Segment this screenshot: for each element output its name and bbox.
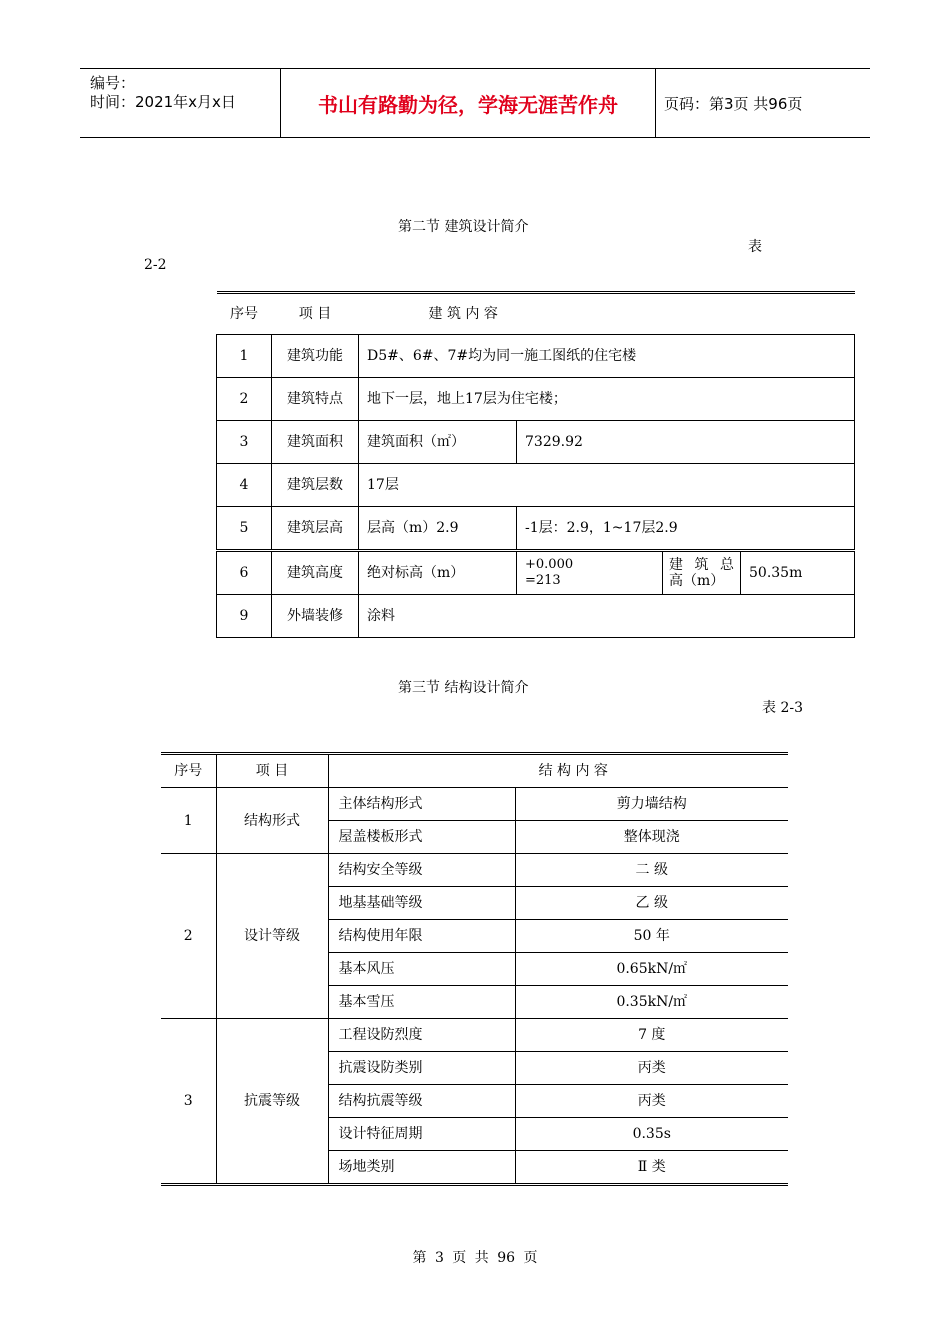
row-value: 丙类 — [515, 1085, 788, 1118]
section2-table-label-b: 2-2 — [144, 257, 167, 273]
header-no: 序号 — [161, 754, 216, 788]
row-value-total-height-label: 建 筑 总 高（m） — [663, 551, 741, 595]
elevation-line-1: +0.000 — [525, 557, 574, 572]
row-item: 建筑层数 — [272, 464, 359, 507]
architecture-design-table — [216, 291, 855, 638]
header-motto: 书山有路勤为径，学海无涯苦作舟 — [280, 69, 656, 137]
row-value: D5#、6#、7#均为同一施工图纸的住宅楼 — [359, 335, 855, 378]
row-value: 50.35m — [741, 551, 855, 595]
row-value: 丙类 — [515, 1052, 788, 1085]
group-no: 2 — [161, 854, 216, 1019]
row-value: 50 年 — [515, 920, 788, 953]
row-item: 建筑面积 — [272, 421, 359, 464]
row-value: 建筑面积（㎡） — [359, 421, 517, 464]
row-key: 基本风压 — [328, 953, 515, 986]
header-content: 结 构 内 容 — [328, 754, 788, 788]
row-value: 7 度 — [515, 1019, 788, 1052]
elevation-line-2: =213 — [525, 573, 561, 588]
row-value: 整体现浇 — [515, 821, 788, 854]
row-value: 7329.92 — [517, 421, 855, 464]
table-row — [217, 551, 855, 595]
header-page-label: 页码：第3页 共96页 — [664, 94, 803, 113]
row-value-elevation — [517, 551, 663, 595]
row-value: 剪力墙结构 — [515, 788, 788, 821]
group-item: 抗震等级 — [216, 1019, 328, 1185]
row-value: Ⅱ 类 — [515, 1151, 788, 1185]
row-item: 建筑功能 — [272, 335, 359, 378]
table-row — [217, 464, 855, 507]
document-number-label: 编号： — [90, 74, 136, 92]
section3-table-label: 表 2-3 — [762, 700, 803, 716]
row-no: 9 — [217, 595, 272, 638]
row-key: 结构使用年限 — [328, 920, 515, 953]
row-key: 场地类别 — [328, 1151, 515, 1185]
table-row — [161, 788, 788, 821]
row-value: 0.35s — [515, 1118, 788, 1151]
table-header-row — [161, 754, 788, 788]
table-header-row — [217, 293, 855, 335]
row-item: 建筑特点 — [272, 378, 359, 421]
header-item: 项 目 — [272, 293, 359, 335]
row-item: 建筑层高 — [272, 507, 359, 551]
row-no: 4 — [217, 464, 272, 507]
row-key: 设计特征周期 — [328, 1118, 515, 1151]
table-row — [217, 421, 855, 464]
row-value: 涂料 — [359, 595, 855, 638]
header-content: 建 筑 内 容 — [359, 293, 855, 335]
table-row — [217, 507, 855, 551]
row-key: 屋盖楼板形式 — [328, 821, 515, 854]
table-row — [217, 378, 855, 421]
row-no: 3 — [217, 421, 272, 464]
row-key: 主体结构形式 — [328, 788, 515, 821]
row-no: 5 — [217, 507, 272, 551]
page-footer: 第 3 页 共 96 页 — [412, 1250, 538, 1266]
row-key: 工程设防烈度 — [328, 1019, 515, 1052]
header-no: 序号 — [217, 293, 272, 335]
group-no: 1 — [161, 788, 216, 854]
row-key: 地基基础等级 — [328, 887, 515, 920]
header-info-cell — [80, 69, 280, 137]
table-row — [161, 1019, 788, 1052]
section2-table-label-a: 表 — [748, 239, 762, 255]
row-value: 17层 — [359, 464, 855, 507]
document-time-label: 时间：2021年x月x日 — [90, 93, 236, 111]
row-value: 层高（m）2.9 — [359, 507, 517, 551]
row-item: 外墙装修 — [272, 595, 359, 638]
group-item: 设计等级 — [216, 854, 328, 1019]
row-no: 6 — [217, 551, 272, 595]
row-key: 抗震设防类别 — [328, 1052, 515, 1085]
row-value: 二 级 — [515, 854, 788, 887]
row-item: 建筑高度 — [272, 551, 359, 595]
group-no: 3 — [161, 1019, 216, 1185]
row-value: 绝对标高（m） — [359, 551, 517, 595]
table-row — [161, 854, 788, 887]
section2-title: 第二节 建筑设计简介 — [398, 219, 529, 235]
row-key: 结构抗震等级 — [328, 1085, 515, 1118]
group-item: 结构形式 — [216, 788, 328, 854]
row-no: 2 — [217, 378, 272, 421]
row-value: 0.65kN/㎡ — [515, 953, 788, 986]
section3-title: 第三节 结构设计简介 — [398, 680, 529, 696]
row-value: 乙 级 — [515, 887, 788, 920]
table-row — [217, 595, 855, 638]
row-key: 基本雪压 — [328, 986, 515, 1019]
page-header — [80, 68, 870, 138]
header-item: 项 目 — [216, 754, 328, 788]
row-no: 1 — [217, 335, 272, 378]
row-key: 结构安全等级 — [328, 854, 515, 887]
row-value: -1层：2.9，1~17层2.9 — [517, 507, 855, 551]
row-value: 0.35kN/㎡ — [515, 986, 788, 1019]
structure-design-table — [161, 752, 788, 1186]
row-value: 地下一层，地上17层为住宅楼； — [359, 378, 855, 421]
table-row — [217, 335, 855, 378]
